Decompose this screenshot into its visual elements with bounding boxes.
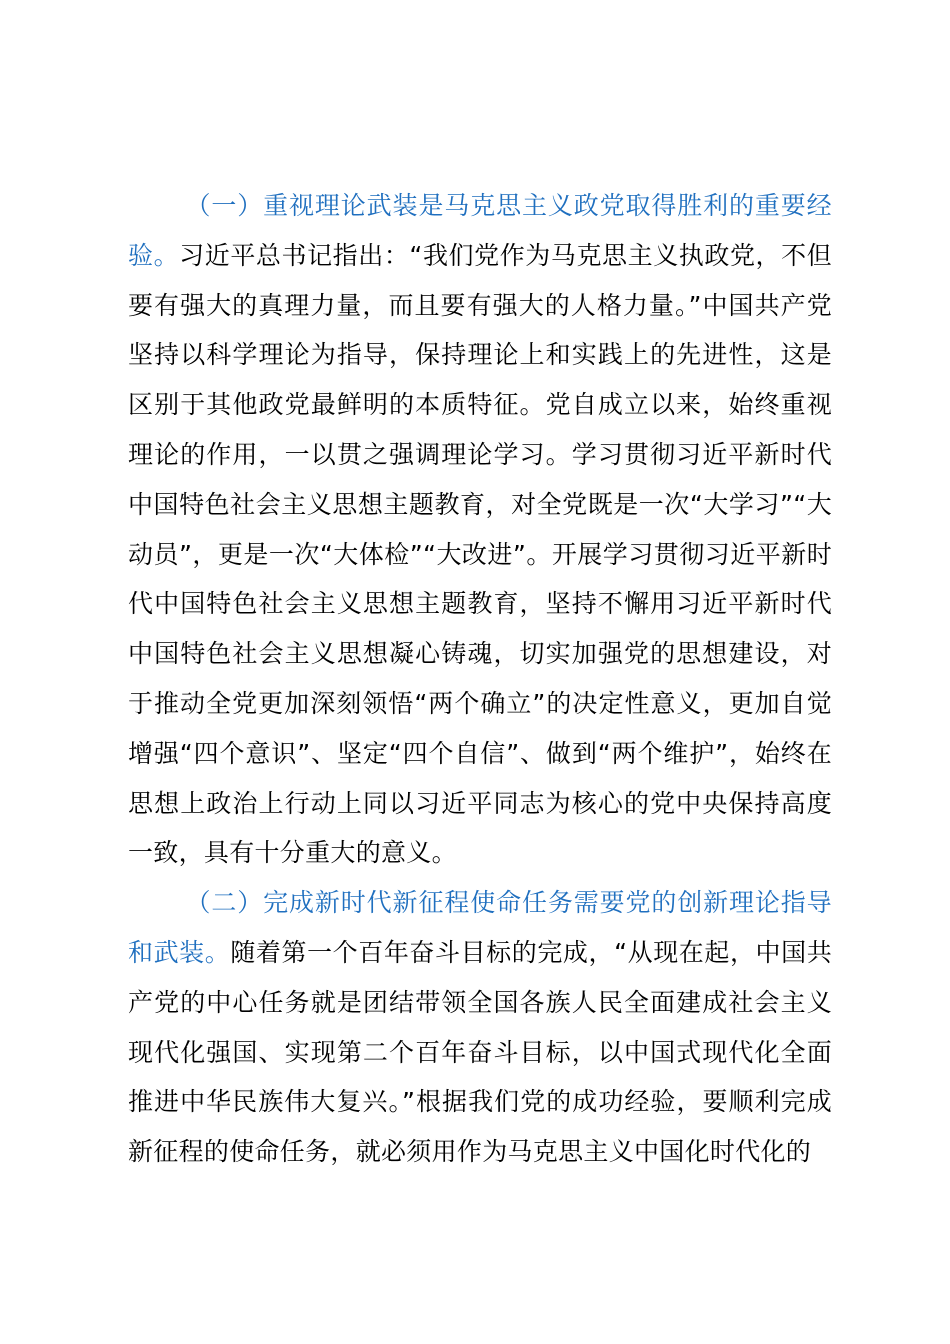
paragraph-body-1: 习近平总书记指出：“我们党作为马克思主义执政党，不但要有强大的真理力量，而且要有强大的人格力量。”中国共产党坚持以科学理论为指导，保持理论上和实践上的先进性，这是区别于其他政党最鲜明的本质特征。党自成立以来，始终重视理论的作用，一以贯之强调理论学习。学习贯彻习近平新时代中国特色社会主义思想主题教育，对全党既是一次“大学习”“大动员”，更是一次“大体检”“大改进”。开展学习贯彻习近平新时代中国特色社会主义思想主题教育，坚持不懈用习近平新时代中国特色社会主义思想凝心铸魂，切实加强党的思想建设，对于推动全党更加深刻领悟“两个确立”的决定性意义，更加自觉增强“四个意识”、坚定“四个自信”、做到“两个维护”，始终在思想上政治上行动上同以习近平同志为核心的党中央保持高度一致，具有十分重大的意义。 <box>128 240 832 868</box>
section-heading-1: （一）重视理论武装是马克思主义政党取得胜利的重要经验。 <box>128 191 832 270</box>
paragraph-1 <box>128 181 832 878</box>
document-page <box>128 181 832 1177</box>
paragraph-2 <box>128 878 832 1177</box>
section-heading-2: （二）完成新时代新征程使命任务需要党的创新理论指导和武装。 <box>128 888 832 967</box>
paragraph-body-2: 随着第一个百年奋斗目标的完成，“从现在起，中国共产党的中心任务就是团结带领全国各族人民全面建成社会主义现代化强国、实现第二个百年奋斗目标，以中国式现代化全面推进中华民族伟大复兴。”根据我们党的成功经验，要顺利完成新征程的使命任务，就必须用作为马克思主义中国化时代化的 <box>128 937 833 1167</box>
